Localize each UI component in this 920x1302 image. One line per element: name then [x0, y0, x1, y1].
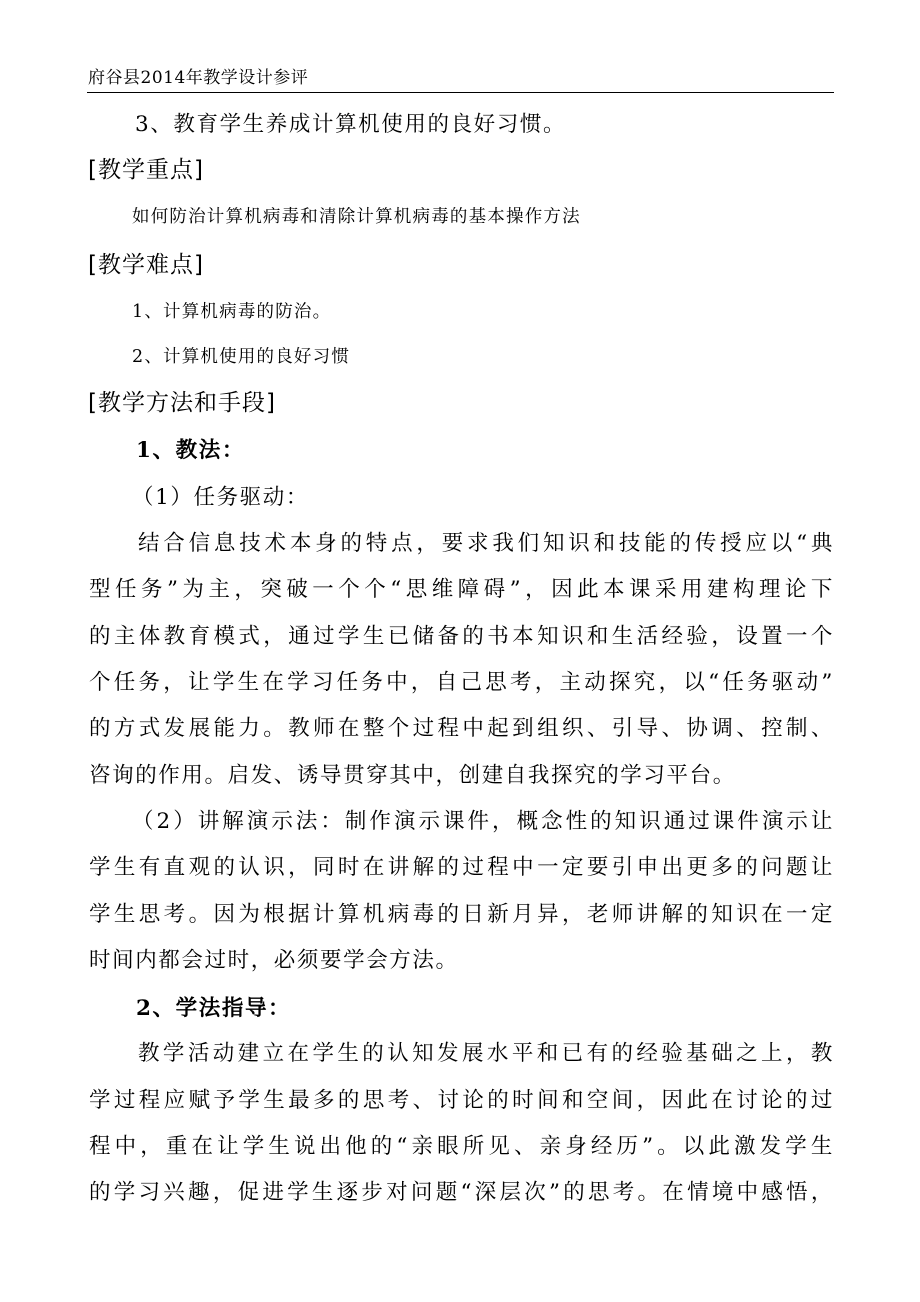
- learning-method-title: 2、学法指导：: [136, 996, 292, 1021]
- section-heading-key-points: [教学重点]: [88, 157, 204, 183]
- goal-item-3: 3、教育学生养成计算机使用的良好习惯。: [135, 112, 567, 137]
- difficulty-item-2: 2、计算机使用的良好习惯: [132, 347, 351, 367]
- page-header: [87, 62, 834, 93]
- paragraph-line: 个任务，让学生在学习任务中，自己思考，主动探究，以“任务驱动”: [89, 670, 834, 695]
- paragraph-line: （2）讲解演示法：制作演示课件，概念性的知识通过课件演示让: [132, 809, 834, 834]
- paragraph-line: 学生有直观的认识，同时在讲解的过程中一定要引申出更多的问题让: [89, 855, 834, 880]
- header-title: 府谷县2014年教学设计参评: [88, 68, 309, 88]
- paragraph-line: 结合信息技术本身的特点，要求我们知识和技能的传授应以“典: [138, 531, 834, 556]
- section-heading-difficulties: [教学难点]: [88, 252, 204, 278]
- section-heading-methods: [教学方法和手段]: [88, 390, 276, 416]
- paragraph-line: 的方式发展能力。教师在整个过程中起到组织、引导、协调、控制、: [89, 716, 834, 741]
- difficulty-item-1: 1、计算机病毒的防治。: [132, 302, 332, 322]
- paragraph-line: 的学习兴趣，促进学生逐步对问题“深层次”的思考。在情境中感悟，: [89, 1180, 834, 1205]
- key-points-text: 如何防治计算机病毒和清除计算机病毒的基本操作方法: [132, 207, 581, 227]
- task-driven-title: （1）任务驱动：: [132, 485, 309, 510]
- paragraph-line: 时间内都会过时，必须要学会方法。: [89, 948, 459, 973]
- teaching-method-title: 1、教法：: [136, 438, 245, 463]
- paragraph-line: 型任务”为主，突破一个个“思维障碍”，因此本课采用建构理论下: [89, 577, 834, 602]
- paragraph-line: 教学活动建立在学生的认知发展水平和已有的经验基础之上，教: [138, 1041, 834, 1066]
- paragraph-line: 程中，重在让学生说出他的“亲眼所见、亲身经历”。以此激发学生: [89, 1134, 834, 1159]
- paragraph-line: 学过程应赋予学生最多的思考、讨论的时间和空间，因此在讨论的过: [89, 1088, 834, 1113]
- paragraph-line: 咨询的作用。启发、诱导贯穿其中，创建自我探究的学习平台。: [89, 763, 736, 788]
- paragraph-line: 学生思考。因为根据计算机病毒的日新月异，老师讲解的知识在一定: [89, 902, 834, 927]
- paragraph-line: 的主体教育模式，通过学生已储备的书本知识和生活经验，设置一个: [89, 624, 834, 649]
